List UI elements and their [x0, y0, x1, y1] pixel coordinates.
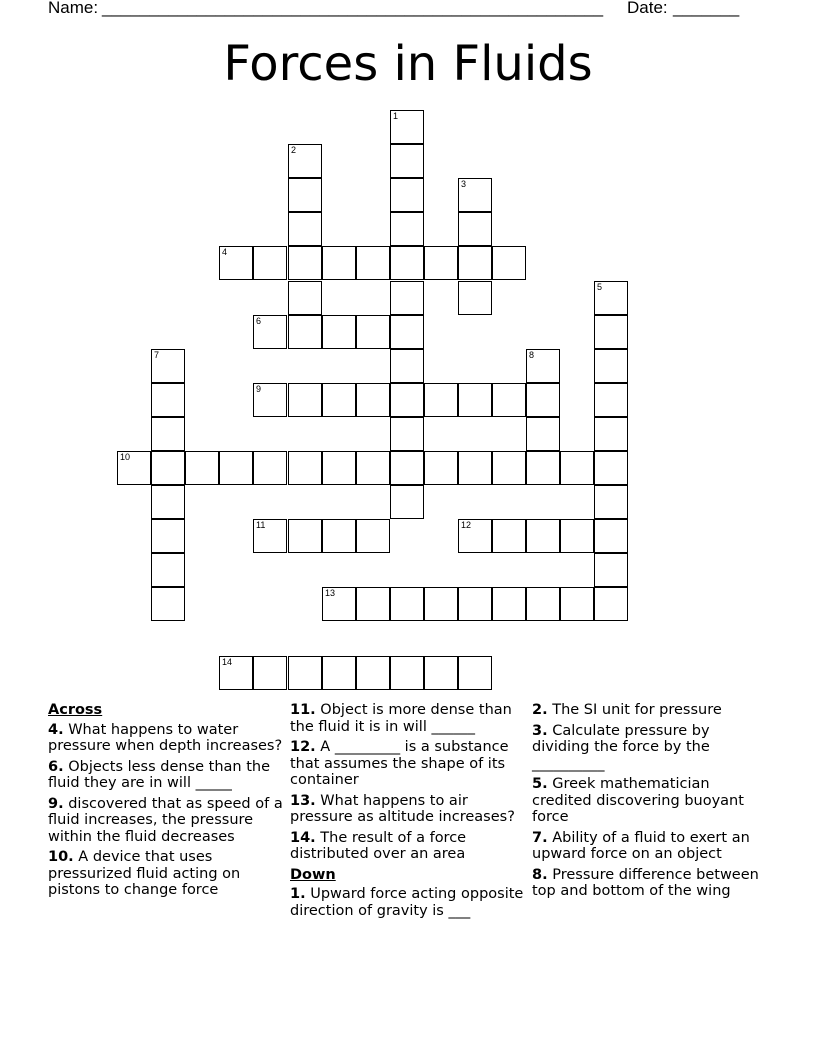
clue-number: 4 [222, 247, 228, 257]
grid-cell[interactable] [492, 519, 526, 553]
grid-cell[interactable] [356, 656, 390, 690]
grid-cell[interactable] [151, 451, 185, 485]
clue-across-13: 13. What happens to air pressure as altitude increases? [290, 792, 515, 825]
grid-cell[interactable] [322, 246, 356, 280]
grid-cell[interactable] [390, 144, 424, 178]
grid-cell[interactable] [594, 349, 628, 383]
grid-cell[interactable] [151, 587, 185, 621]
grid-cell[interactable] [288, 315, 322, 349]
grid-cell[interactable] [390, 383, 424, 417]
clue-across-4: 4. What happens to water pressure when depth increases? [48, 721, 283, 754]
grid-cell[interactable] [253, 246, 287, 280]
clue-number: 8 [529, 350, 535, 360]
grid-cell[interactable] [390, 110, 424, 144]
grid-cell[interactable] [390, 656, 424, 690]
grid-cell[interactable] [151, 349, 185, 383]
grid-cell[interactable] [526, 417, 560, 451]
grid-cell[interactable] [288, 178, 322, 212]
grid-cell[interactable] [424, 246, 458, 280]
grid-cell[interactable] [492, 246, 526, 280]
grid-cell[interactable] [356, 315, 390, 349]
grid-cell[interactable] [594, 519, 628, 553]
grid-cell[interactable] [253, 315, 287, 349]
down-heading: Down [290, 866, 336, 883]
clue-down-8: 8. Pressure difference between top and bottom of the wing [532, 866, 759, 899]
grid-cell[interactable] [151, 485, 185, 519]
grid-cell[interactable] [390, 178, 424, 212]
grid-cell[interactable] [151, 519, 185, 553]
grid-cell[interactable] [594, 417, 628, 451]
grid-cell[interactable] [594, 451, 628, 485]
clue-across-6: 6. Objects less dense than the fluid they are in will _____ [48, 758, 271, 791]
page-title: Forces in Fluids [223, 36, 593, 92]
grid-cell[interactable] [560, 451, 594, 485]
grid-cell[interactable] [458, 178, 492, 212]
grid-cell[interactable] [594, 281, 628, 315]
grid-cell[interactable] [594, 485, 628, 519]
grid-cell[interactable] [322, 587, 356, 621]
grid-cell[interactable] [424, 656, 458, 690]
grid-cell[interactable] [594, 315, 628, 349]
grid-cell[interactable] [390, 212, 424, 246]
grid-cell[interactable] [288, 281, 322, 315]
grid-cell[interactable] [219, 656, 253, 690]
grid-cell[interactable] [526, 349, 560, 383]
clue-across-14: 14. The result of a force distributed over an area [290, 829, 467, 862]
grid-cell[interactable] [322, 656, 356, 690]
clue-down-7: 7. Ability of a fluid to exert an upward force on an object [532, 829, 750, 862]
grid-cell[interactable] [151, 553, 185, 587]
grid-cell[interactable] [458, 519, 492, 553]
clue-number: 2 [291, 145, 297, 155]
date-blank[interactable]: _______ [673, 0, 740, 17]
across-heading: Across [48, 702, 103, 718]
name-blank[interactable]: _____________________________________________________ [102, 0, 604, 17]
grid-cell[interactable] [526, 587, 560, 621]
grid-cell[interactable] [322, 315, 356, 349]
grid-cell[interactable] [288, 144, 322, 178]
clue-down-1: 1. Upward force acting opposite direction of gravity is ___ [290, 886, 524, 919]
grid-cell[interactable] [322, 383, 356, 417]
clue-number: 5 [597, 282, 603, 292]
grid-cell[interactable] [458, 383, 492, 417]
grid-cell[interactable] [219, 451, 253, 485]
grid-cell[interactable] [526, 451, 560, 485]
grid-cell[interactable] [185, 451, 219, 485]
grid-cell[interactable] [594, 553, 628, 587]
grid-cell[interactable] [458, 587, 492, 621]
grid-cell[interactable] [390, 349, 424, 383]
grid-cell[interactable] [288, 212, 322, 246]
grid-cell[interactable] [151, 383, 185, 417]
clue-number: 11 [256, 520, 266, 530]
grid-cell[interactable] [458, 281, 492, 315]
grid-cell[interactable] [560, 519, 594, 553]
grid-cell[interactable] [288, 519, 322, 553]
clue-number: 7 [154, 350, 160, 360]
grid-cell[interactable] [390, 315, 424, 349]
grid-cell[interactable] [390, 587, 424, 621]
grid-cell[interactable] [560, 587, 594, 621]
grid-cell[interactable] [492, 587, 526, 621]
grid-cell[interactable] [253, 451, 287, 485]
grid-cell[interactable] [390, 246, 424, 280]
clue-down-5: 5. Greek mathematician credited discovering buoyant force [532, 776, 744, 825]
clue-number: 10 [120, 452, 131, 462]
grid-cell[interactable] [253, 383, 287, 417]
grid-cell[interactable] [526, 519, 560, 553]
grid-cell[interactable] [356, 246, 390, 280]
clue-down-3: 3. Calculate pressure by dividing the force by the __________ [532, 722, 710, 772]
grid-cell[interactable] [424, 451, 458, 485]
grid-cell[interactable] [390, 417, 424, 451]
grid-cell[interactable] [424, 587, 458, 621]
clue-column-3 [532, 702, 768, 904]
grid-cell[interactable] [594, 587, 628, 621]
grid-cell[interactable] [390, 485, 424, 519]
grid-cell[interactable] [253, 656, 287, 690]
clue-across-12: 12. A _________ is a substance that assumes the shape of its container [290, 739, 509, 788]
grid-cell[interactable] [322, 519, 356, 553]
grid-cell[interactable] [424, 383, 458, 417]
grid-cell[interactable] [356, 519, 390, 553]
clue-number: 9 [256, 384, 262, 394]
grid-cell[interactable] [151, 417, 185, 451]
clue-number: 6 [256, 316, 262, 326]
grid-cell[interactable] [458, 246, 492, 280]
grid-cell[interactable] [288, 451, 322, 485]
grid-cell[interactable] [288, 246, 322, 280]
name-label: Name: [48, 0, 103, 17]
date-label: Date: [627, 0, 673, 17]
grid-cell[interactable] [356, 451, 390, 485]
clue-number: 13 [325, 588, 336, 598]
grid-cell[interactable] [219, 246, 253, 280]
clue-across-11: 11. Object is more dense than the fluid it is in will ______ [290, 702, 512, 735]
clue-number: 12 [461, 520, 472, 530]
grid-cell[interactable] [117, 451, 151, 485]
grid-cell[interactable] [288, 383, 322, 417]
grid-cell[interactable] [458, 656, 492, 690]
grid-cell[interactable] [594, 383, 628, 417]
grid-cell[interactable] [526, 383, 560, 417]
grid-cell[interactable] [356, 383, 390, 417]
clue-column-1 [48, 702, 284, 903]
grid-cell[interactable] [322, 451, 356, 485]
grid-cell[interactable] [390, 281, 424, 315]
clue-down-2: 2. The SI unit for pressure [532, 702, 722, 718]
clue-number: 3 [461, 179, 467, 189]
grid-cell[interactable] [492, 383, 526, 417]
clue-number: 14 [222, 657, 233, 667]
grid-cell[interactable] [253, 519, 287, 553]
clue-across-9: 9. discovered that as speed of a fluid increases, the pressure within the fluid decreases [48, 795, 283, 845]
grid-cell[interactable] [390, 451, 424, 485]
grid-cell[interactable] [288, 656, 322, 690]
grid-cell[interactable] [356, 587, 390, 621]
grid-cell[interactable] [458, 212, 492, 246]
grid-cell[interactable] [458, 451, 492, 485]
clue-across-10: 10. A device that uses pressurized fluid acting on pistons to change force [48, 849, 241, 898]
clue-column-2 [290, 702, 524, 923]
clue-number: 1 [393, 111, 399, 121]
grid-cell[interactable] [492, 451, 526, 485]
